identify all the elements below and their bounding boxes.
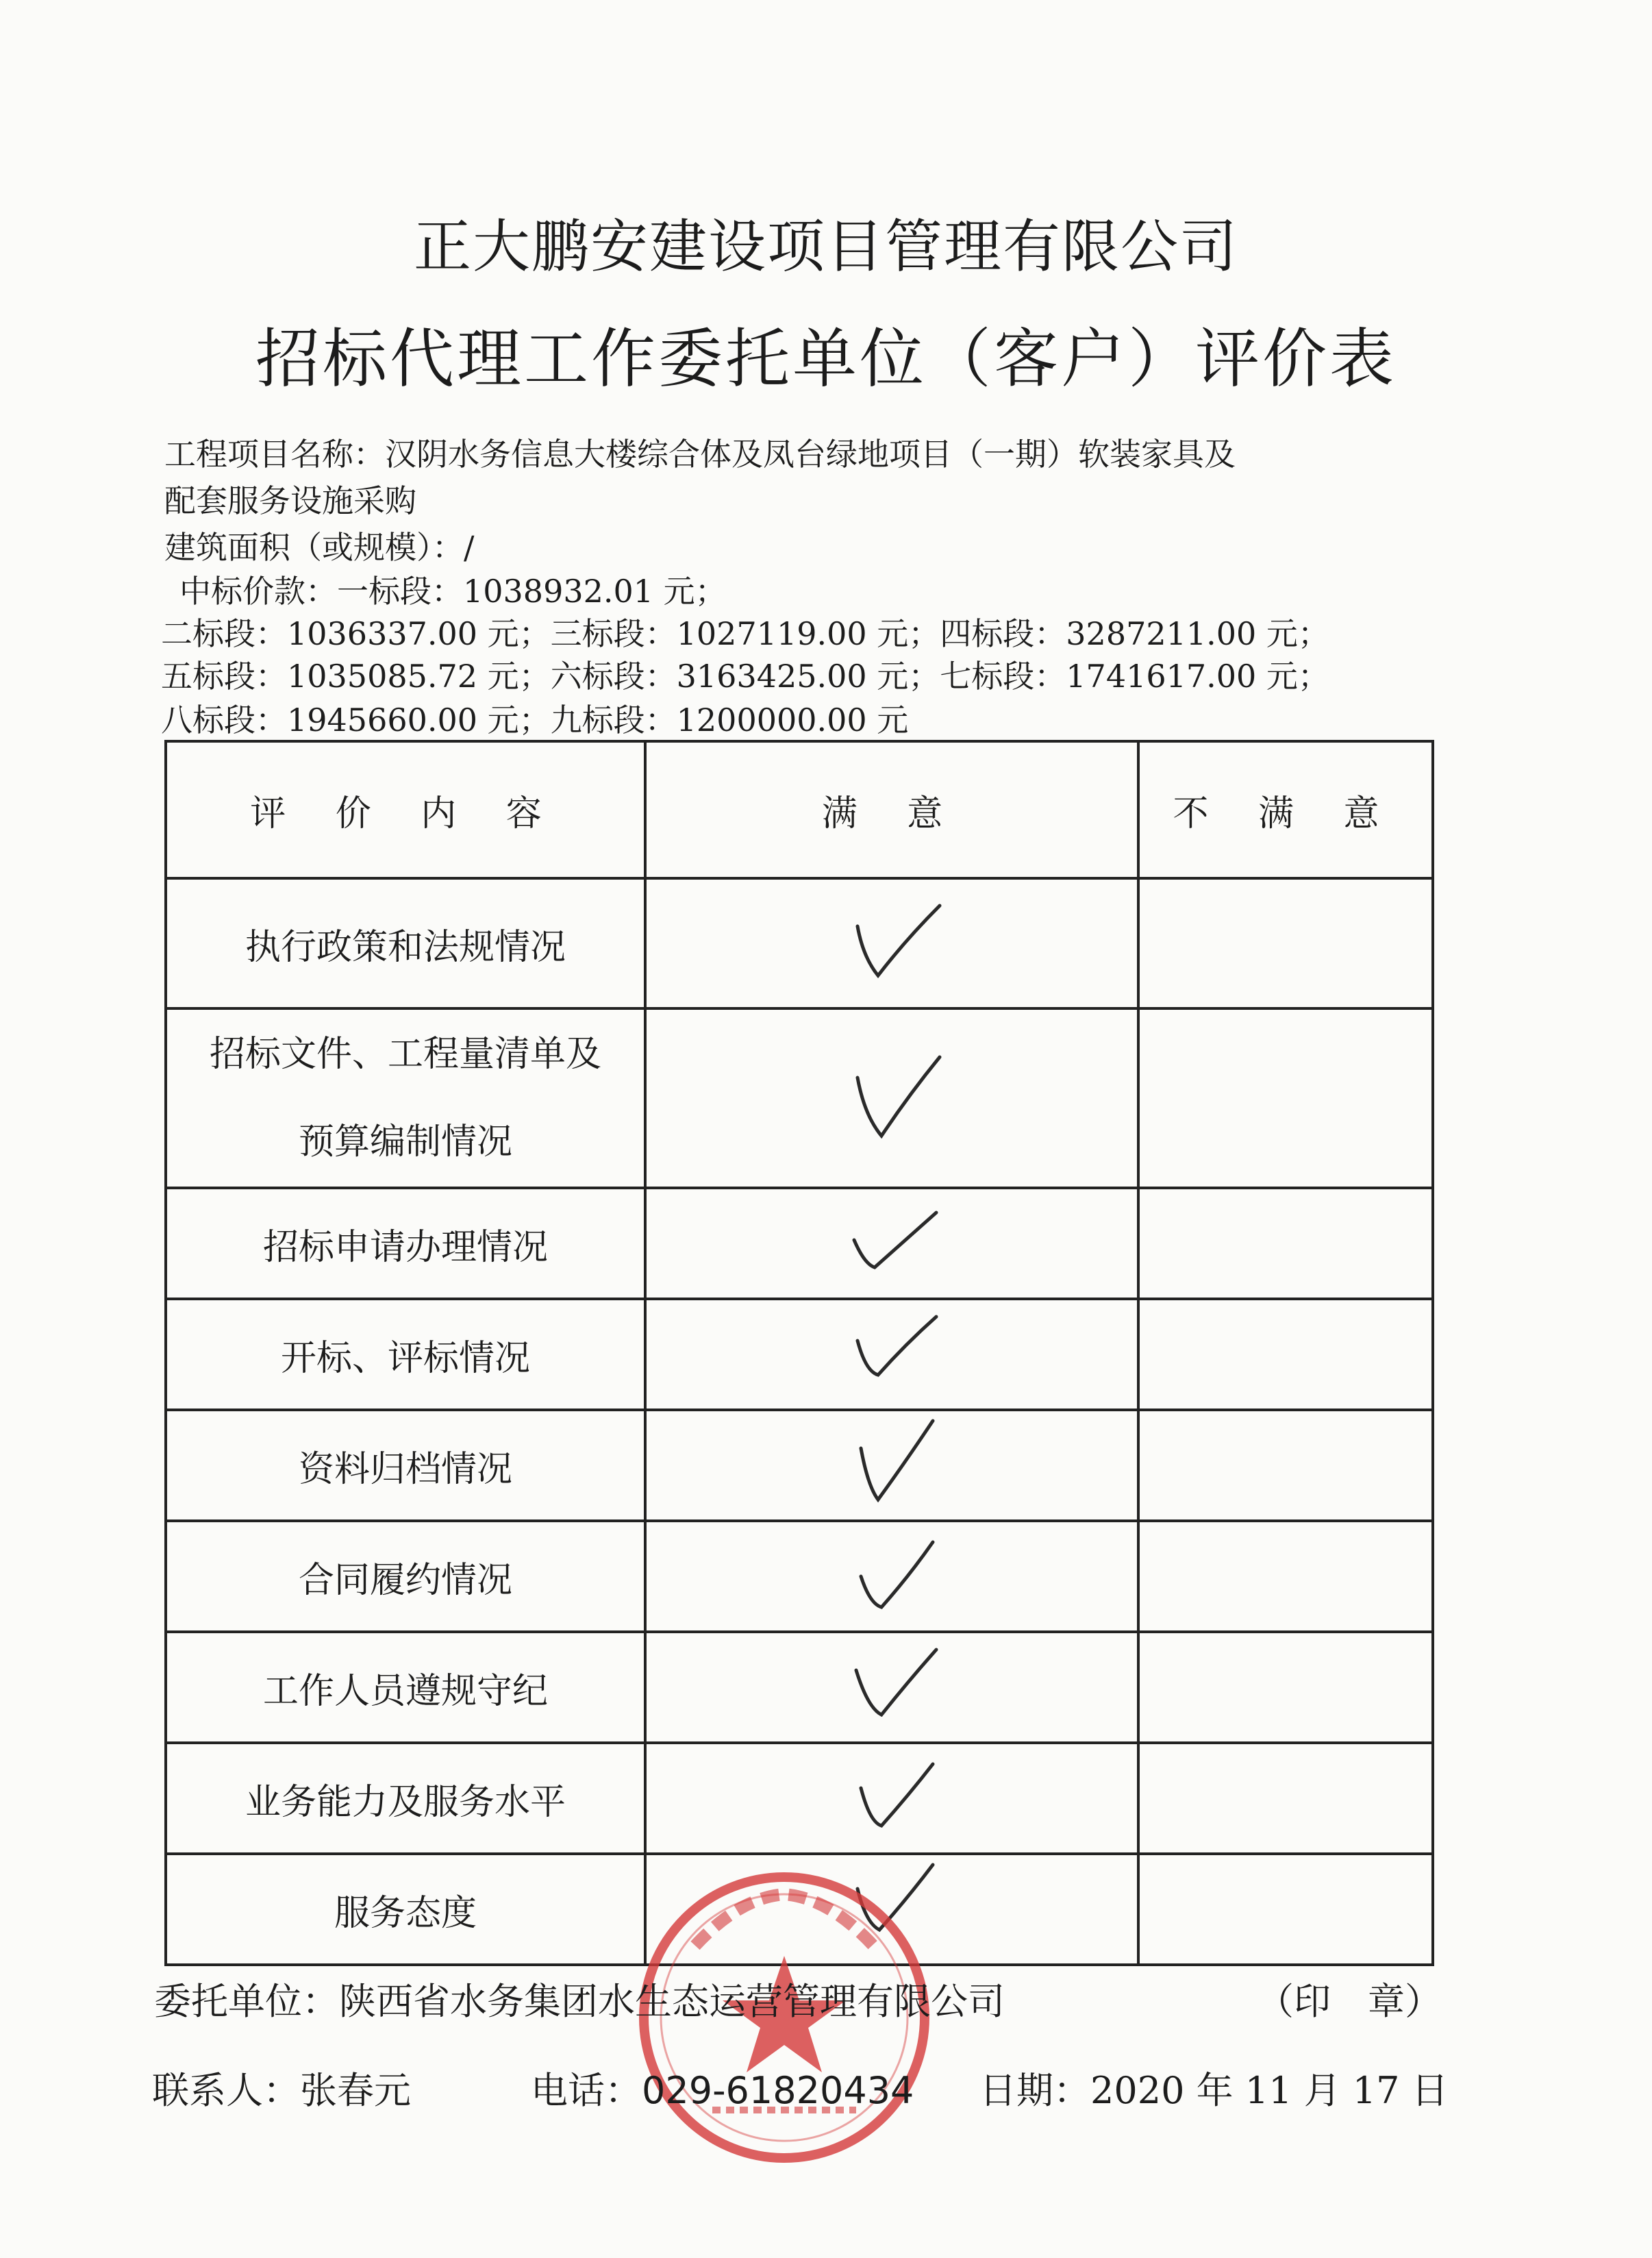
item-policy: 执行政策和法规情况 xyxy=(166,878,645,1008)
check-mark-icon xyxy=(823,1747,960,1850)
table-row xyxy=(166,1521,1433,1632)
satisfied-cell xyxy=(645,1632,1138,1743)
phone-label: 电话： xyxy=(531,2069,642,2112)
item-bid-opening: 开标、评标情况 xyxy=(166,1299,645,1410)
phone-number: 029-61820434 xyxy=(642,2069,914,2112)
item-archiving: 资料归档情况 xyxy=(166,1410,645,1521)
table-row xyxy=(166,1410,1433,1521)
form-title: 招标代理工作委托单位（客户）评价表 xyxy=(255,322,1397,397)
check-mark-icon xyxy=(823,1636,960,1739)
unsatisfied-cell xyxy=(1138,1521,1433,1632)
contact-label: 联系人： xyxy=(152,2069,300,2112)
check-mark-icon xyxy=(823,1525,960,1628)
project-name-line1 xyxy=(164,436,1236,473)
table-header-row xyxy=(166,741,1433,878)
table-row xyxy=(166,878,1433,1008)
client-label: 委托单位： xyxy=(154,1980,339,2023)
lot-prices-3: 五标段：1035085.72 元；六标段：3163425.00 元；七标段：1741617.00 元； xyxy=(161,658,1329,695)
satisfied-cell xyxy=(645,878,1138,1008)
client-name: 陕西省水务集团水生态运营管理有限公司 xyxy=(339,1980,1005,2023)
check-mark-icon xyxy=(823,892,960,995)
lot-prices-1: 一标段：1038932.01 元； xyxy=(337,573,727,610)
building-area xyxy=(164,529,475,566)
project-name-line2: 配套服务设施采购 xyxy=(164,482,416,519)
header-satisfied: 满 意 xyxy=(645,741,1138,878)
check-mark-icon xyxy=(823,1303,960,1406)
check-mark-icon xyxy=(823,1047,960,1150)
unsatisfied-cell xyxy=(1138,1299,1433,1410)
table-row xyxy=(166,1188,1433,1299)
item-attitude: 服务态度 xyxy=(166,1854,645,1965)
project-name-value: 汉阴水务信息大楼综合体及凤台绿地项目（一期）软装家具及 xyxy=(385,436,1236,473)
unsatisfied-cell xyxy=(1138,1632,1433,1743)
item-application: 招标申请办理情况 xyxy=(166,1188,645,1299)
satisfied-cell xyxy=(645,1299,1138,1410)
project-name-label: 工程项目名称： xyxy=(164,436,385,473)
check-mark-icon xyxy=(823,1192,960,1295)
item-service-level: 业务能力及服务水平 xyxy=(166,1743,645,1854)
date-value: 2020 年 11 月 17 日 xyxy=(1090,2069,1449,2112)
item-bidding-docs: 招标文件、工程量清单及 预算编制情况 xyxy=(166,1008,645,1188)
contact-name: 张春元 xyxy=(300,2069,411,2112)
lot-prices-4: 八标段：1945660.00 元；九标段：1200000.00 元 xyxy=(161,702,909,739)
table-row xyxy=(166,1743,1433,1854)
winning-price-label: 中标价款： xyxy=(179,573,337,610)
evaluation-table xyxy=(164,740,1434,1966)
client-unit xyxy=(154,1980,1005,2023)
lot-prices-2: 二标段：1036337.00 元；三标段：1027119.00 元；四标段：3287211.00 元； xyxy=(161,615,1329,652)
unsatisfied-cell xyxy=(1138,1410,1433,1521)
table-row xyxy=(166,1632,1433,1743)
seal-label: （印 章） xyxy=(1257,1980,1442,2023)
table-row xyxy=(166,1299,1433,1410)
building-area-label: 建筑面积（或规模）： xyxy=(164,529,464,566)
item-staff-discipline: 工作人员遵规守纪 xyxy=(166,1632,645,1743)
satisfied-cell xyxy=(645,1743,1138,1854)
satisfied-cell xyxy=(645,1188,1138,1299)
winning-price-line1 xyxy=(179,573,727,610)
unsatisfied-cell xyxy=(1138,1854,1433,1965)
satisfied-cell xyxy=(645,1008,1138,1188)
header-unsatisfied: 不 满 意 xyxy=(1138,741,1433,878)
contact xyxy=(152,2069,411,2112)
date-label: 日期： xyxy=(979,2069,1090,2112)
company-name: 正大鹏安建设项目管理有限公司 xyxy=(413,213,1238,280)
unsatisfied-cell xyxy=(1138,1743,1433,1854)
header-content: 评 价 内 容 xyxy=(166,741,645,878)
satisfied-cell xyxy=(645,1410,1138,1521)
phone xyxy=(531,2069,914,2112)
item-contract: 合同履约情况 xyxy=(166,1521,645,1632)
unsatisfied-cell xyxy=(1138,878,1433,1008)
satisfied-cell xyxy=(645,1521,1138,1632)
check-mark-icon xyxy=(823,1414,960,1517)
unsatisfied-cell xyxy=(1138,1008,1433,1188)
unsatisfied-cell xyxy=(1138,1188,1433,1299)
table-row xyxy=(166,1008,1433,1188)
date xyxy=(979,2069,1449,2112)
building-area-value: / xyxy=(464,529,475,566)
